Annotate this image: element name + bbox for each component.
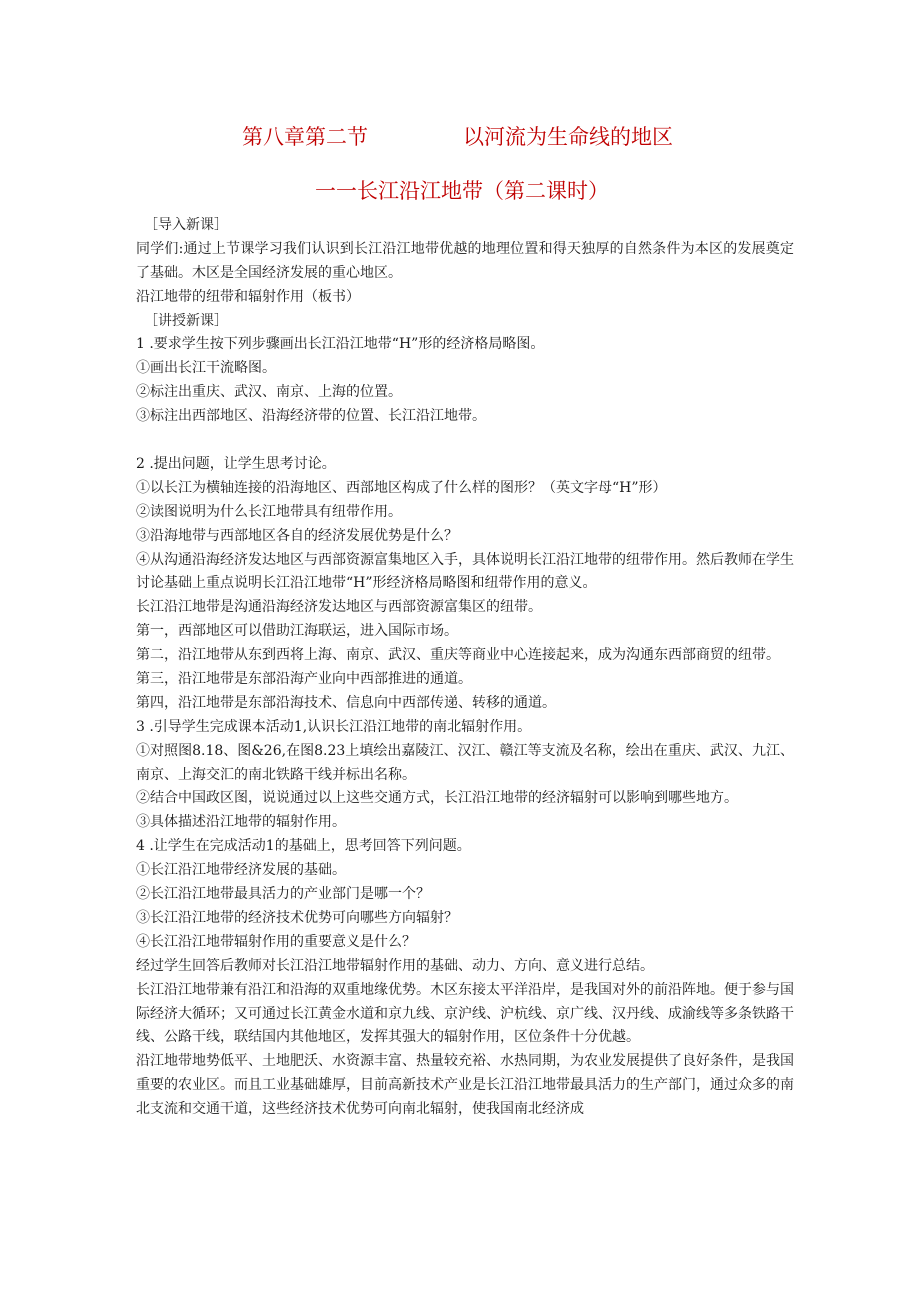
step-1-item: ①画出长江干流略图。 xyxy=(136,360,276,377)
subtitle: 一一长江沿江地带（第二课时） xyxy=(315,179,609,203)
step-2-item: ④从沟通沿海经济发达地区与西部资源富集地区入手，具体说明长江沿江地带的纽带作用。然后教师在学生讨论基础上重点说明长江沿江地带“H”形经济格局略图和纽带作用的意义。 xyxy=(136,551,794,592)
paragraph: 长江沿江地带兼有沿江和沿海的双重地缘优势。木区东接太平洋沿岸，是我国对外的前沿阵地。便于参与国际经济大循环；又可通过长江黄金水道和京九线、京沪线、沪杭线、京广线、汉丹线、成渝线等多条铁路干线、公路干线，联结国内其他地区，发挥其强大的辐射作用，区位条件十分优越。 xyxy=(136,981,794,1046)
paragraph: 第三，沿江地带是东部沿海产业向中西部推进的通道。 xyxy=(136,671,472,687)
step-4: 4 .让学生在完成活动1的基础上，思考回答下列问题。 xyxy=(136,838,471,855)
chapter-title: 第八章第二节 xyxy=(242,125,368,149)
step-2: 2 .提出问题，让学生思考讨论。 xyxy=(136,455,336,472)
paragraph: 第四，沿江地带是东部沿海技术、信息向中西部传递、转移的通道。 xyxy=(136,694,556,711)
document-body xyxy=(136,214,796,1122)
intro-label: ［导入新课］ xyxy=(144,217,228,233)
section-title: 以河流为生命线的地区 xyxy=(463,125,673,149)
step-3-item: ①对照图8.18、图&26,在图8.23上填绘出嘉陵江、汉江、赣江等支流及名称，绘出在重庆、武汉、九江、南京、上海交汇的南北铁路干线并标出名称。 xyxy=(136,742,794,783)
step-3: 3 .引导学生完成课本活动1,认识长江沿江地带的南北辐射作用。 xyxy=(136,718,532,735)
step-1-item: ②标注出重庆、武汉、南京、上海的位置。 xyxy=(136,384,402,401)
step-2-item: ①以长江为横轴连接的沿海地区、西部地区构成了什么样的图形？（英文字母“H”形） xyxy=(136,479,667,496)
paragraph: 第一，西部地区可以借助江海联运，进入国际市场。 xyxy=(136,623,458,640)
step-1-item: ③标注出西部地区、沿海经济带的位置、长江沿江地带。 xyxy=(136,408,486,425)
step-1: 1 .要求学生按下列步骤画出长江沿江地带“H”形的经济格局略图。 xyxy=(136,336,545,353)
step-3-item: ②结合中国政区图，说说通过以上这些交通方式，长江沿江地带的经济辐射可以影响到哪些地方。 xyxy=(136,790,738,807)
step-4-item: ④长江沿江地带辐射作用的重要意义是什么？ xyxy=(136,933,416,950)
paragraph: 沿江地带地势低平、土地肥沃、水资源丰富、热量较充裕、水热同期，为农业发展提供了良好条件，是我国重要的农业区。而且工业基础雄厚，目前高新技术产业是长江沿江地带最具活力的生产部门，通过众多的南北支流和交通干道，这些经济技术优势可向南北辐射，使我国南北经济成 xyxy=(136,1053,794,1118)
paragraph: 长江沿江地带是沟通沿海经济发达地区与西部资源富集区的纽带。 xyxy=(136,599,542,616)
step-2-item: ③沿海地带与西部地区各自的经济发展优势是什么？ xyxy=(136,527,458,544)
step-4-item: ③长江沿江地带的经济技术优势可向哪些方向辐射？ xyxy=(136,909,458,926)
step-2-item: ②读图说明为什么长江地带具有纽带作用。 xyxy=(136,503,402,520)
board-title: 沿江地带的纽带和辐射作用（板书） xyxy=(136,288,360,305)
paragraph: 第二，沿江地带从东到西将上海、南京、武汉、重庆等商业中心连接起来，成为沟通东西部商贸的纽带。 xyxy=(136,647,780,664)
step-3-item: ③具体描述沿江地带的辐射作用。 xyxy=(136,814,346,831)
teach-label: ［讲授新课］ xyxy=(144,312,228,329)
step-4-item: ①长江沿江地带经济发展的基础。 xyxy=(136,862,346,879)
paragraph: 经过学生回答后教师对长江沿江地带辐射作用的基础、动力、方向、意义进行总结。 xyxy=(136,957,654,974)
step-4-item: ②长江沿江地带最具活力的产业部门是哪一个？ xyxy=(136,886,430,903)
intro-paragraph: 同学们:通过上节课学习我们认识到长江沿江地带优越的地理位置和得天独厚的自然条件为本区的发展奠定了基础。木区是全国经济发展的重心地区。 xyxy=(136,240,794,281)
spacer xyxy=(136,429,796,453)
